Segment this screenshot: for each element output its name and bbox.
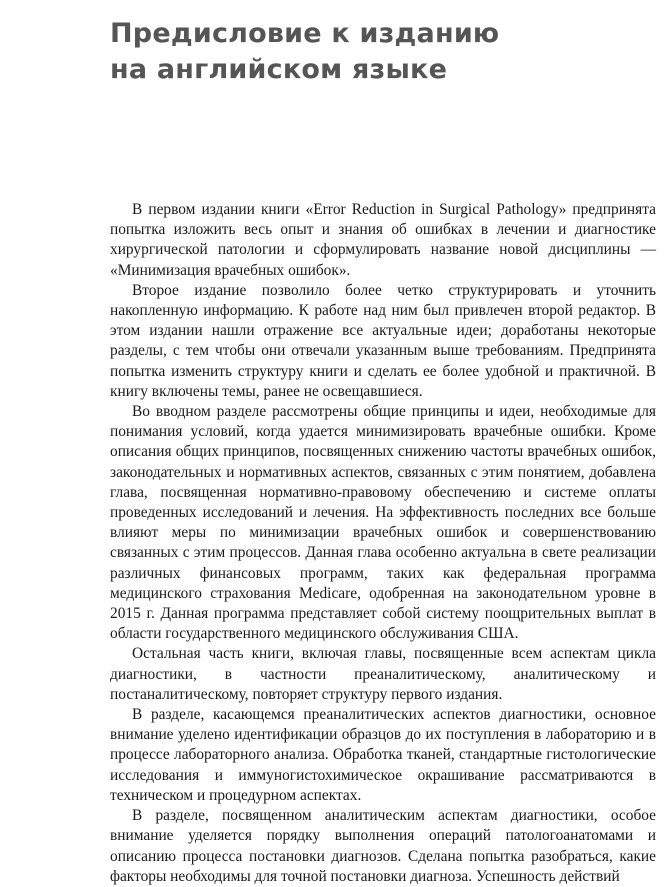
body-text xyxy=(110,200,656,887)
chapter-title-line-1: Предисловие к изданию xyxy=(110,18,500,49)
chapter-title xyxy=(110,16,630,88)
paragraph-1: В первом издании книги «Error Reduction in Surgical Pathology» предпринята попытка изложить весь опыт и знания об ошибках в лечении и диагностике хирургической патологии и сформулировать название новой дисциплины — «Минимизация врачебных ошибок». xyxy=(110,201,656,279)
paragraph-6: В разделе, посвященном аналитическим аспектам диагностики, особое внимание уделяется порядку выполнения операций патологоанатомами и описанию процесса постановки диагнозов. Сделана попытка разобраться, какие факторы необходимы для точной постановки диагноза. Успешность действий xyxy=(110,807,656,885)
paragraph-5: В разделе, касающемся преаналитических аспектов диагностики, основное внимание уделено идентификации образцов до их поступления в лабораторию и в процессе лабораторного анализа. Обработка тканей, стандартные гистологические исследования и иммуногистохимическое окрашивание рассматриваются в техническом и процедурном аспектах. xyxy=(110,706,656,804)
paragraph-3: Во вводном разделе рассмотрены общие принципы и идеи, необходимые для понимания условий, когда удается минимизировать врачебные ошибки. Кроме описания общих принципов, посвященных снижению частоты врачебных ошибок, законодательных и нормативных аспектов, связанных с этим понятием, добавлена глава, посвященная нормативно-правовому обеспечению и системе оплаты проведенных исследований и лечения. На эффективность последних все больше влияют меры по минимизации врачебных ошибок и совершенствованию связанных с этим процессов. Данная глава особенно актуальна в свете реализации различных финансовых программ, таких как федеральная программа медицинского страхования Medicare, одобренная на законодательном уровне в 2015 г. Данная программа представляет собой систему поощрительных выплат в области государственного медицинского обслуживания США. xyxy=(110,403,656,643)
paragraph-4: Остальная часть книги, включая главы, посвященные всем аспектам цикла диагностики, в частности преаналитическому, аналитическому и постаналитическому, повторяет структуру первого издания. xyxy=(110,645,656,703)
chapter-title-line-2: на английском языке xyxy=(110,54,448,85)
paragraph-2: Второе издание позволило более четко структурировать и уточнить накопленную информацию. К работе над ним был привлечен второй редактор. В этом издании нашли отражение все актуальные идеи; доработаны некоторые разделы, с тем чтобы они отвечали указанным выше требованиям. Предпринята попытка изменить структуру книги и сделать ее более удобной и практичной. В книгу включены темы, ранее не освещавшиеся. xyxy=(110,281,656,400)
